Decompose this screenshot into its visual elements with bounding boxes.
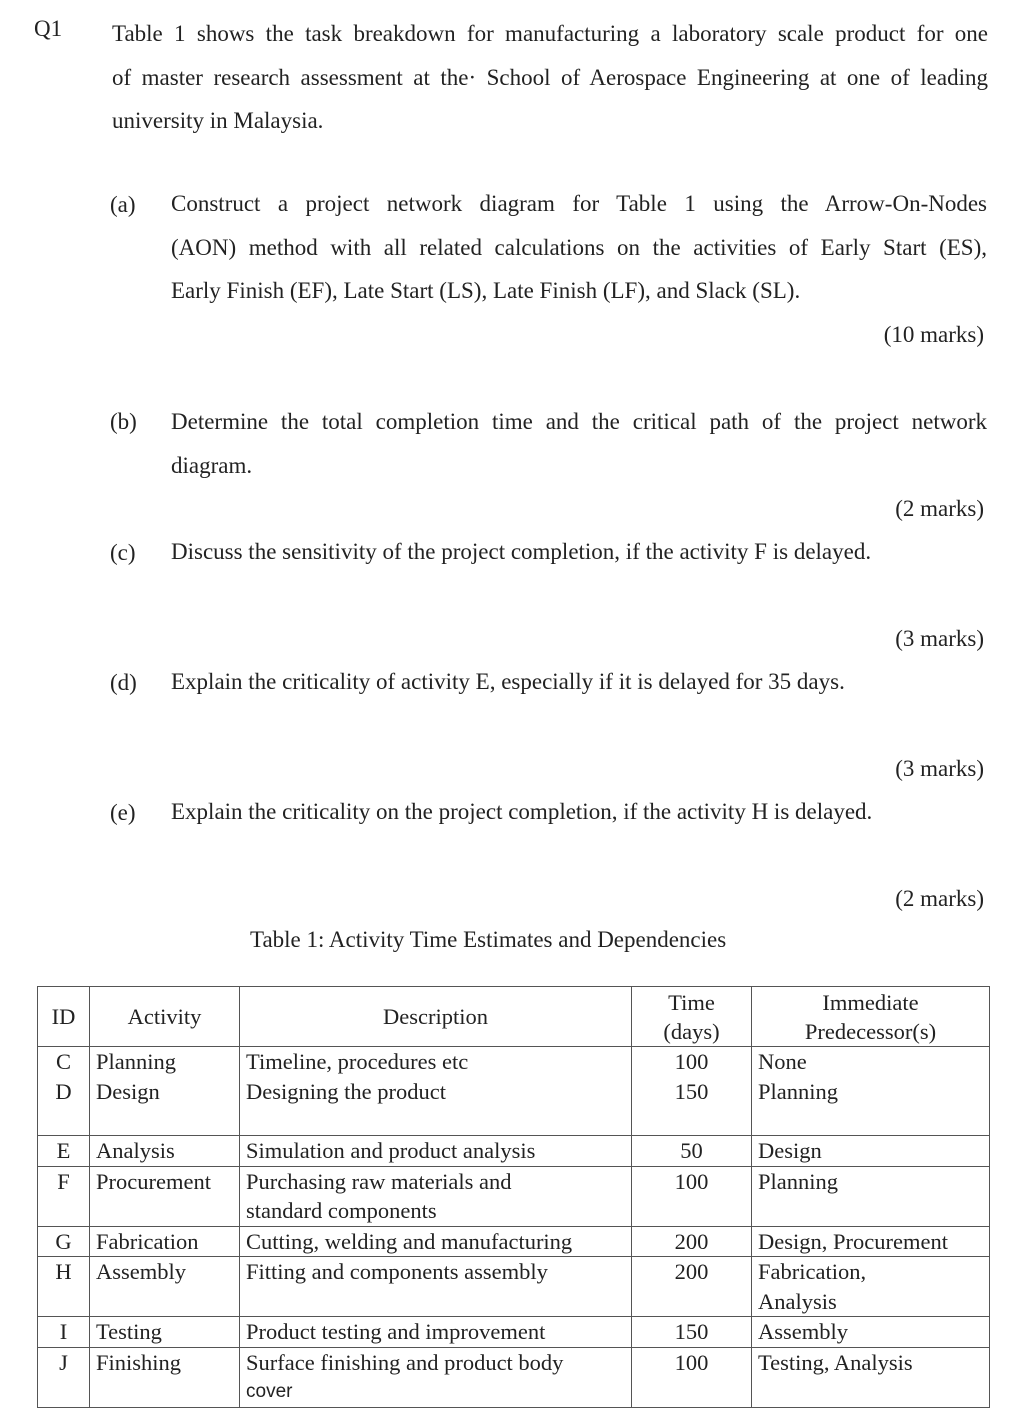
header-time-line2: (days) [663,1018,720,1044]
header-description: Description [240,987,632,1047]
row-time: 100 [674,1049,709,1074]
row-predecessors: None [758,1049,807,1074]
part-e-text [171,790,987,834]
row-predecessors: Design, Procurement [752,1226,990,1257]
part-d-line: Explain the criticality of activity E, especially if it is delayed for 35 days. [171,669,845,694]
row-description: Designing the product [246,1078,446,1104]
table-header-row [38,987,990,1047]
row-time: 150 [632,1317,752,1348]
row-id: F [38,1166,90,1226]
row-activity-cell [90,1047,240,1136]
question-intro [112,12,988,143]
row-predecessors-cell [752,1047,990,1136]
row-description: Timeline, procedures etc [246,1049,469,1074]
row-predecessors: Assembly [752,1317,990,1348]
table-row [38,1136,990,1167]
part-d-marks: (3 marks) [895,756,984,781]
table-row [38,1226,990,1257]
part-c-marks: (3 marks) [895,626,984,651]
row-predecessors-cell [752,1257,990,1317]
row-description: Product testing and improvement [240,1317,632,1348]
part-d-text [171,660,987,704]
part-b-text [171,400,987,487]
part-e-line: Explain the criticality on the project completion, if the activity H is delayed. [171,799,873,824]
header-time [632,987,752,1047]
row-activity: Assembly [90,1257,240,1317]
row-description: cover [246,1381,293,1402]
table-row [38,1257,990,1317]
table-caption: Table 1: Activity Time Estimates and Dependencies [250,927,727,952]
row-description-cell [240,1347,632,1407]
table-row [38,1047,990,1136]
intro-line: Table 1 shows the task breakdown for manufacturing a laboratory scale product for one [112,21,988,46]
row-predecessors: Design [752,1136,990,1167]
row-activity: Finishing [90,1347,240,1407]
row-activity: Testing [90,1317,240,1348]
activity-table [37,986,990,1408]
row-id-cell [38,1047,90,1136]
part-b-marks: (2 marks) [895,496,984,521]
row-time-cell [632,1047,752,1136]
row-description: standard components [246,1198,437,1223]
table-row [38,1317,990,1348]
part-b-line: diagram. [171,452,253,478]
row-activity: Fabrication [90,1226,240,1257]
question-number: Q1 [34,16,63,41]
row-activity: Procurement [90,1166,240,1226]
header-pred-line2: Predecessor(s) [804,1018,937,1044]
row-predecessors: Testing, Analysis [752,1347,990,1407]
part-a-line: Construct a project network diagram for Table 1 using the Arrow-On-Nodes [171,191,987,216]
row-activity: Analysis [90,1136,240,1167]
row-time: 150 [674,1078,709,1104]
row-id: I [38,1317,90,1348]
row-description: Purchasing raw materials and [246,1168,512,1194]
row-description: Surface finishing and product body [246,1349,564,1375]
row-description: Simulation and product analysis [240,1136,632,1167]
row-predecessors: Planning [752,1166,990,1226]
header-activity: Activity [90,987,240,1047]
row-time: 50 [632,1136,752,1167]
row-description-cell [240,1166,632,1226]
intro-line: of master research assessment at the· School of Aerospace Engineering at one of leading [112,64,988,90]
row-id: C [55,1049,71,1074]
row-description-cell [240,1047,632,1136]
part-e-marks: (2 marks) [895,886,984,911]
part-b-line: Determine the total completion time and the critical path of the project network [171,409,987,434]
part-a-line: (AON) method with all related calculations on the activities of Early Start (ES), [171,234,987,260]
row-id: J [38,1347,90,1407]
header-predecessors [752,987,990,1047]
row-id: E [38,1136,90,1167]
header-id: ID [38,987,90,1047]
row-predecessors: Analysis [758,1288,837,1314]
part-c-line: Discuss the sensitivity of the project completion, if the activity F is delayed. [171,539,872,564]
intro-line: university in Malaysia. [112,108,324,133]
row-time: 200 [632,1226,752,1257]
table-row [38,1166,990,1226]
part-a-label: (a) [110,192,136,217]
row-activity: Design [96,1078,160,1104]
row-id: D [55,1078,72,1104]
row-time: 100 [632,1347,752,1407]
header-time-line1: Time [668,989,715,1015]
row-id: G [38,1226,90,1257]
row-predecessors: Fabrication, [758,1259,867,1284]
part-a-line: Early Finish (EF), Late Start (LS), Late Finish (LF), and Slack (SL). [171,278,801,303]
part-c-text [171,530,987,574]
header-pred-line1: Immediate [822,989,919,1015]
part-e-label: (e) [110,800,136,825]
part-a-marks: (10 marks) [883,322,984,347]
row-description: Cutting, welding and manufacturing [240,1226,632,1257]
part-a-text [171,182,987,313]
table-row [38,1347,990,1407]
part-d-label: (d) [110,670,137,695]
row-predecessors: Planning [758,1078,839,1104]
row-description: Fitting and components assembly [240,1257,632,1317]
row-time: 200 [632,1257,752,1317]
row-time: 100 [632,1166,752,1226]
part-c-label: (c) [110,540,136,565]
row-id: H [38,1257,90,1317]
row-activity: Planning [96,1049,177,1074]
part-b-label: (b) [110,409,137,434]
